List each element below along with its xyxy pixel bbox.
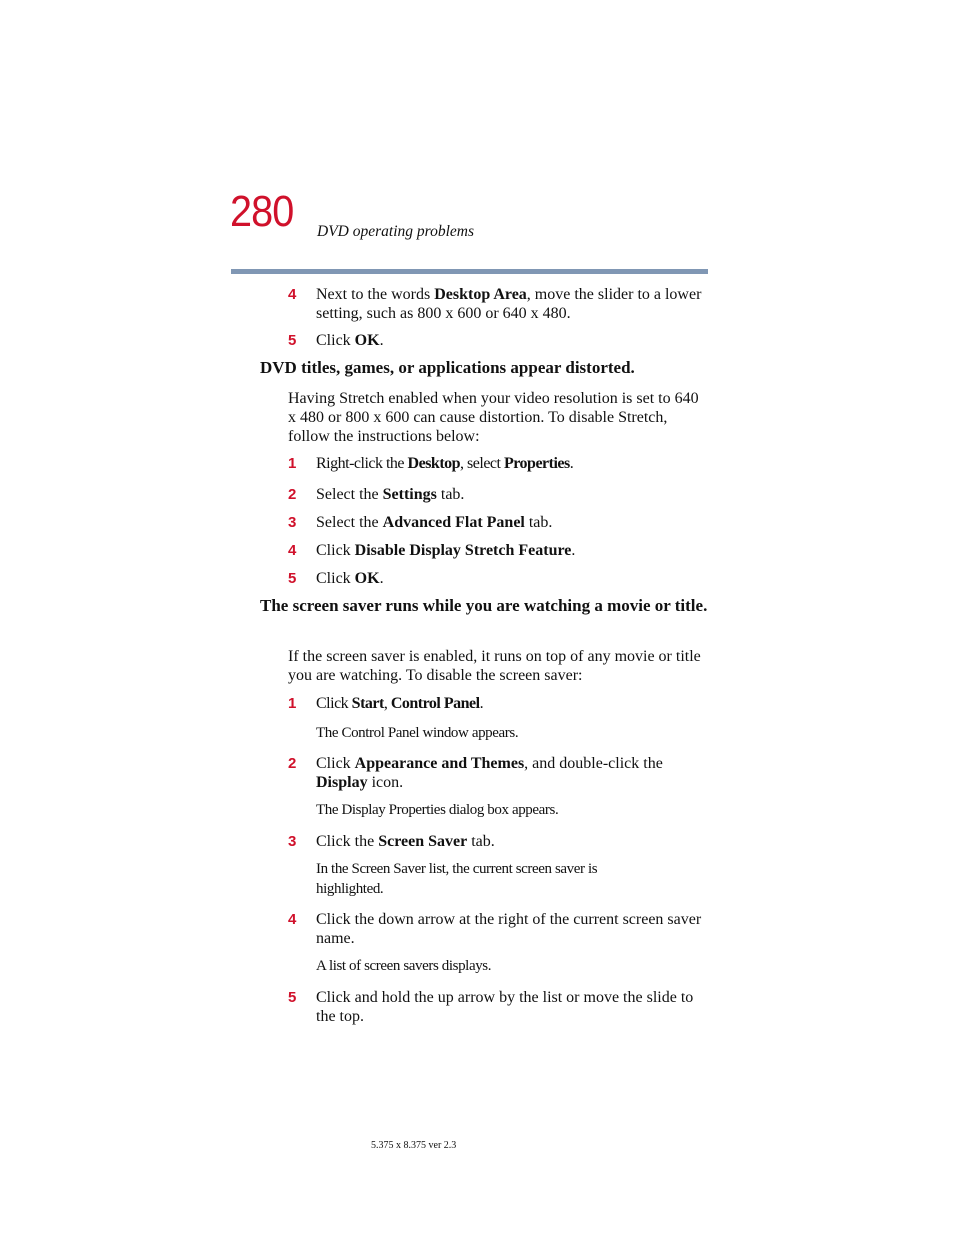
step-text: Click Start, Control Panel. [316, 695, 484, 712]
section-heading: The screen saver runs while you are watching a movie or title. [260, 596, 708, 615]
ui-term: Display [316, 774, 368, 791]
step-number: 4 [288, 542, 297, 559]
step-number: 5 [288, 989, 297, 1006]
section-heading: DVD titles, games, or applications appear distorted. [260, 358, 635, 377]
step-result: The Display Properties dialog box appears. [316, 802, 559, 818]
step-text: Click Disable Display Stretch Feature. [316, 542, 576, 559]
section-intro: If the screen saver is enabled, it runs on top of any movie or title you are watching. To disable the screen saver: [288, 648, 701, 684]
ui-term: Advanced Flat Panel [382, 514, 525, 531]
ui-term: Desktop Area [434, 286, 527, 303]
step-text: Click OK. [316, 332, 384, 349]
step-text: Click the down arrow at the right of the current screen saver name. [316, 911, 702, 947]
page-number: 280 [230, 187, 294, 236]
ui-term: Start [351, 695, 384, 712]
step-number: 3 [288, 514, 297, 531]
ui-term: Appearance and Themes [354, 755, 525, 772]
version-footer: 5.375 x 8.375 ver 2.3 [371, 1140, 457, 1151]
step-result: The Control Panel window appears. [316, 725, 519, 741]
step-text: Select the Advanced Flat Panel tab. [316, 514, 553, 531]
section-intro: Having Stretch enabled when your video resolution is set to 640 x 480 or 800 x 600 can cause distortion. To disable Stretch, follow the instructions below: [288, 390, 699, 445]
ui-term: Desktop [407, 455, 461, 472]
ui-term: Properties [503, 455, 570, 472]
ui-term: Screen Saver [378, 833, 468, 850]
ui-term: OK [354, 570, 380, 587]
step-number: 3 [288, 833, 297, 850]
step-text: Click Appearance and Themes, and double-click the Display icon. [316, 755, 663, 791]
ui-term: Settings [382, 486, 437, 503]
step-number: 5 [288, 332, 297, 349]
ui-term: OK [354, 332, 380, 349]
step-text: Next to the words Desktop Area, move the slider to a lower setting, such as 800 x 600 or 640 x 480. [316, 286, 702, 322]
step-number: 4 [288, 286, 297, 303]
step-text: Select the Settings tab. [316, 486, 465, 503]
step-number: 2 [288, 755, 297, 772]
header-rule [231, 269, 708, 274]
step-number: 5 [288, 570, 297, 587]
running-title: DVD operating problems [317, 223, 474, 240]
step-text: Right-click the Desktop, select Properties. [316, 455, 574, 472]
step-number: 4 [288, 911, 297, 928]
ui-term: Control Panel [390, 695, 480, 712]
step-text: Click OK. [316, 570, 384, 587]
step-number: 1 [288, 455, 297, 472]
step-text: Click and hold the up arrow by the list or move the slide to the top. [316, 989, 694, 1025]
step-result: In the Screen Saver list, the current screen saver is highlighted. [316, 861, 598, 897]
step-number: 1 [288, 695, 297, 712]
ui-term: Disable Display Stretch Feature [354, 542, 572, 559]
step-text: Click the Screen Saver tab. [316, 833, 495, 850]
step-number: 2 [288, 486, 297, 503]
step-result: A list of screen savers displays. [316, 958, 492, 974]
